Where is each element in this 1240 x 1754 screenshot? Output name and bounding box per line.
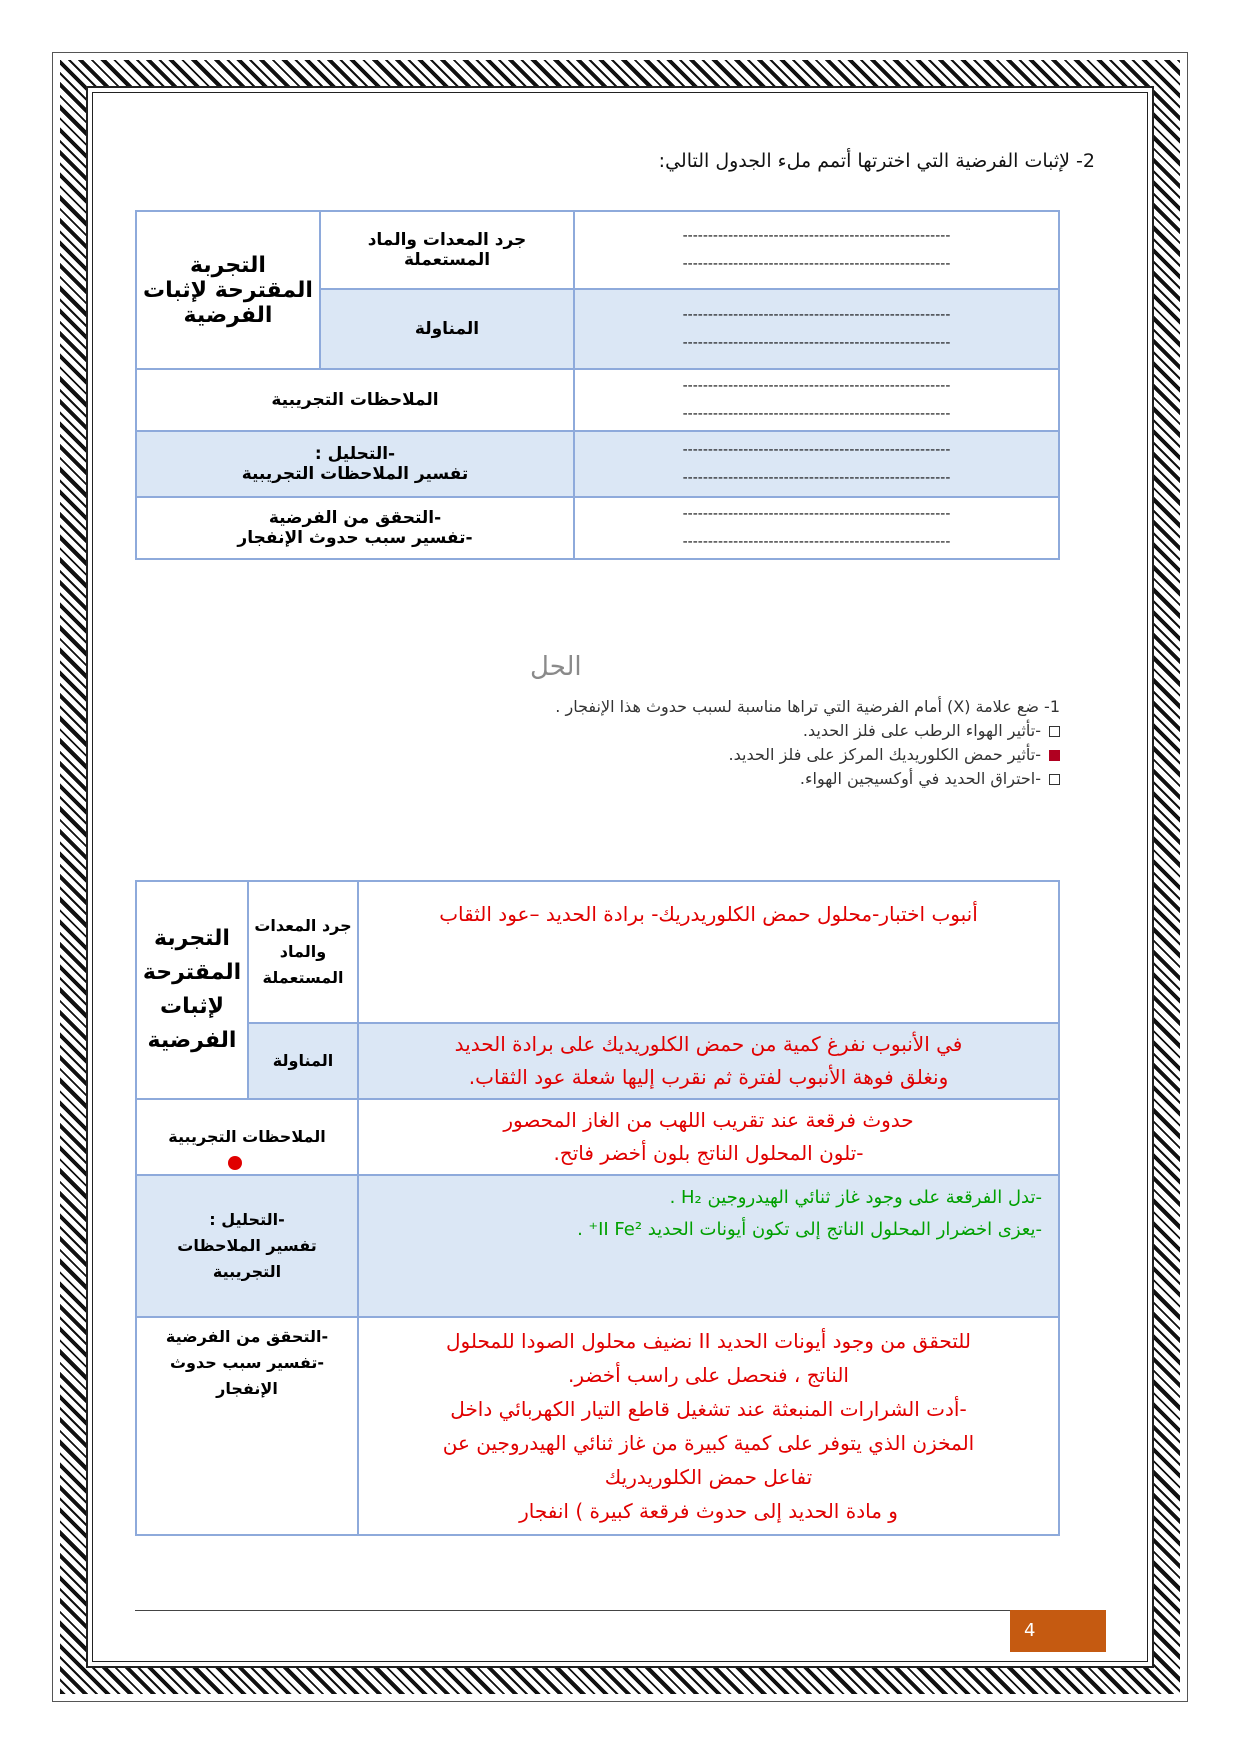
solution-table — [135, 880, 1060, 1536]
handling-label: المناولة — [320, 289, 574, 369]
worksheet-table — [135, 210, 1060, 560]
handling-answer: في الأنبوب نفرغ كمية من حمض الكلوريديك على برادة الحديد ونغلق فوهة الأنبوب لفترة ثم نقرب إليها شعلة عود الثقاب. — [358, 1023, 1059, 1099]
equipment-answer: أنبوب اختبار-محلول حمض الكلوريدريك- برادة الحديد –عود الثقاب — [358, 881, 1059, 1023]
dash-line: ----------------------------------------------------- — [682, 470, 951, 486]
dash-line: ----------------------------------------------------- — [682, 406, 951, 422]
dash-line: ----------------------------------------------------- — [682, 534, 951, 550]
equipment-answer[interactable] — [574, 211, 1059, 289]
analysis-answer[interactable] — [574, 431, 1059, 497]
choice-item[interactable]: -احتراق الحديد في أوكسيجين الهواء. — [555, 767, 1060, 791]
proposed-experiment-cell: التجربة المقترحة لإثبات الفرضية — [136, 881, 248, 1099]
analysis-title: -التحليل : — [314, 444, 396, 464]
verify-label — [136, 497, 574, 559]
dash-line: ----------------------------------------------------- — [682, 506, 951, 522]
dash-line: ----------------------------------------------------- — [682, 335, 951, 351]
checked-checkbox-icon[interactable] — [1049, 750, 1060, 761]
verify-subtitle: -تفسير سبب حدوث الإنفجار — [237, 528, 473, 548]
choice-item[interactable]: -تأثير حمض الكلوريديك المركز على فلز الحديد. — [555, 743, 1060, 767]
observations-label: الملاحظات التجريبية — [136, 1099, 358, 1175]
handling-label: المناولة — [248, 1023, 358, 1099]
red-dot-mark — [228, 1156, 242, 1170]
hypothesis-choices — [555, 695, 1060, 791]
choices-prompt: 1- ضع علامة (X) أمام الفرضية التي تراها مناسبة لسبب حدوث هذا الإنفجار . — [555, 697, 1060, 716]
footer-rule — [135, 1610, 1015, 1611]
verify-label: -التحقق من الفرضية -تفسير سبب حدوث الإنفجار — [136, 1317, 358, 1535]
choice-item[interactable]: -تأثير الهواء الرطب على فلز الحديد. — [555, 719, 1060, 743]
dash-line: ----------------------------------------------------- — [682, 228, 951, 244]
observations-answer[interactable] — [574, 369, 1059, 431]
dash-line: ----------------------------------------------------- — [682, 307, 951, 323]
dash-line: ----------------------------------------------------- — [682, 442, 951, 458]
analysis-subtitle: تفسير الملاحظات التجريبية — [241, 464, 469, 484]
solution-title: الحل — [530, 652, 582, 682]
handling-answer[interactable] — [574, 289, 1059, 369]
analysis-answer: -تدل الفرقعة على وجود غاز ثنائي الهيدروجين H₂ . -يعزى اخضرار المحلول الناتج إلى تكون أيونات الحديد II Fe²⁺ . — [358, 1175, 1059, 1317]
checkbox-icon[interactable] — [1049, 726, 1060, 737]
checkbox-icon[interactable] — [1049, 774, 1060, 785]
observations-label: الملاحظات التجريبية — [136, 369, 574, 431]
page-number: 4 — [1010, 1610, 1106, 1652]
verify-title: -التحقق من الفرضية — [268, 508, 442, 528]
verify-answer[interactable] — [574, 497, 1059, 559]
dash-line: ----------------------------------------------------- — [682, 256, 951, 272]
analysis-label: -التحليل : تفسير الملاحظات التجريبية — [136, 1175, 358, 1317]
equipment-label: جرد المعدات والماد المستعملة — [248, 881, 358, 1023]
dash-line: ----------------------------------------------------- — [682, 378, 951, 394]
verify-answer: للتحقق من وجود أيونات الحديد II نضيف محلول الصودا للمحلول الناتج ، فنحصل على راسب أخضر. -أدت الشرارات المنبعثة عند تشغيل قاطع التيار الكهربائي داخل المخزن الذي يتوفر على كمية كبيرة من غاز ثنائي الهيدروجين عن تفاعل حمض الكلوريدريك و مادة الحديد إلى حدوث فرقعة كبيرة ) انفجار — [358, 1317, 1059, 1535]
question-2: 2- لإثبات الفرضية التي اخترتها أتمم ملء الجدول التالي: — [658, 150, 1095, 172]
observations-answer: حدوث فرقعة عند تقريب اللهب من الغاز المحصور -تلون المحلول الناتج بلون أخضر فاتح. — [358, 1099, 1059, 1175]
equipment-label: جرد المعدات والماد المستعملة — [320, 211, 574, 289]
proposed-experiment-cell: التجربة المقترحة لإثبات الفرضية — [136, 211, 320, 369]
analysis-label — [136, 431, 574, 497]
